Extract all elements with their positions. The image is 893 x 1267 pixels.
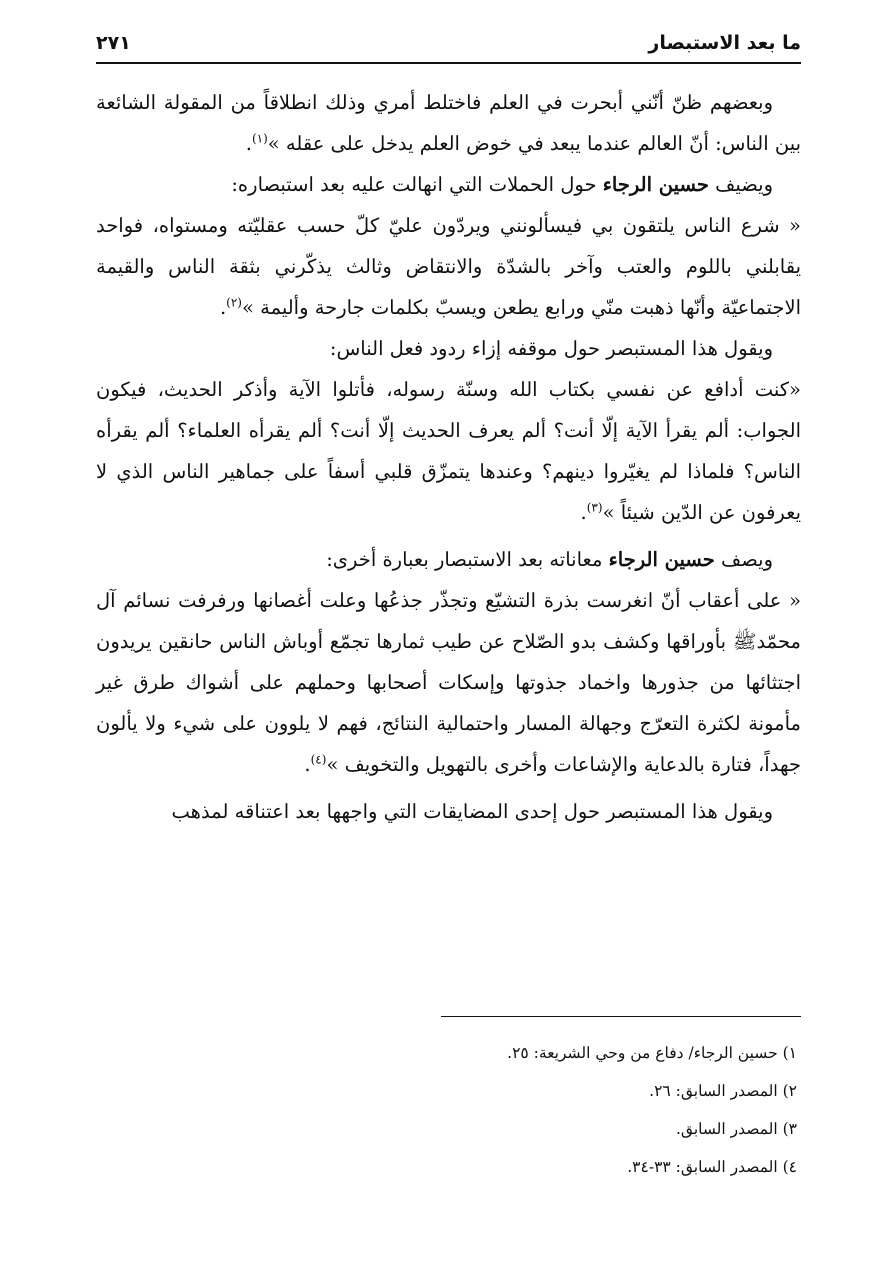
person-name: حسين الرجاء xyxy=(608,548,715,571)
footnote: ٣) المصدر السابق. xyxy=(675,1120,797,1138)
paragraph: ويقول هذا المستبصر حول إحدى المضايقات التي واجهها بعد اعتناقه لمذهب xyxy=(171,800,773,823)
footnote-reference: (٢) xyxy=(226,295,242,310)
footnote-reference: (١) xyxy=(251,131,268,146)
quotation: « شرع الناس يلتقون بي فيسألونني ويردّون عليّ كلّ حسب عقليّته ومستواه، فواحد يقابلني باللوم والعتب وآخر بالشدّة والانتقاض وثالث يذكّرني بثقة الناس والقيمة الاجتماعيّة وأنّها ذهبت منّي ورابع يطعن ويسبّ بكلمات جارحة وأليمة »$^{(٢)}$. xyxy=(96,214,801,319)
paragraph: ويقول هذا المستبصر حول موقفه إزاء ردود فعل الناس: xyxy=(329,337,773,360)
footnote: ٤) المصدر السابق: ٣٣-٣٤. xyxy=(627,1158,797,1176)
footnote-reference: (٤) xyxy=(310,752,327,767)
running-header xyxy=(96,30,801,64)
body-text xyxy=(96,82,801,832)
paragraph: وبعضهم ظنّ أنّني أبحرت في العلم فاختلط أمري وذلك انطلاقاً من المقولة الشائعة بين الناس: أنّ العالم عندما يبعد في خوض العلم يدخل على عقله »$^{(١)}$. xyxy=(96,91,801,155)
footnote-divider xyxy=(441,1016,801,1017)
footnote: ٢) المصدر السابق: ٢٦. xyxy=(649,1082,797,1100)
quotation: « على أعقاب أنّ انغرست بذرة التشيّع وتجذّر جذعُها وعلت أغصانها ورفرفت نسائم آل محمّدﷺ بأوراقها وكشف بدو الصّلاح عن طيب ثمارها تجمّع أوباش الناس حانقين يريدون اجتثائها من جذورها واخماد جذوتها وإسكات أصحابها وحملهم على أشواك طرق غير مأمونة لكثرة التعرّج وجهالة المسار واحتمالية النتائج، فهم لا يلوون على شيء ولا يألون جهداً، فتارة بالدعاية والإشاعات وأخرى بالتهويل والتخويف »$^{(٤)}$. xyxy=(96,589,801,776)
footnote: ١) حسين الرجاء/ دفاع من وحي الشريعة: ٢٥. xyxy=(507,1044,797,1062)
footnotes xyxy=(96,1034,797,1186)
paragraph: ويضيف حسين الرجاء حول الحملات التي انهالت عليه بعد استبصاره: xyxy=(231,173,773,196)
running-title: ما بعد الاستبصار xyxy=(648,32,801,54)
page-number: ٢٧١ xyxy=(96,32,131,54)
footnote-reference: (٣) xyxy=(586,500,603,515)
quotation: «كنت أدافع عن نفسي بكتاب الله وسنّة رسوله، فأتلوا الآية وأذكر الحديث، فيكون الجواب: ألم يقرأ الآية إلّا أنت؟ ألم يعرف الحديث إلّا أنت؟ ألم يقرأه العلماء؟ ألم يقرأه الناس؟ فلماذا لم يغيّروا دينهم؟ وعندها يتمزّق قلبي أسفاً على جماهير الناس الذي لا يعرفون عن الدّين شيئاً »$^{(٣)}$. xyxy=(96,378,801,524)
paragraph: ويصف حسين الرجاء معاناته بعد الاستبصار بعبارة أخرى: xyxy=(326,548,773,571)
person-name: حسين الرجاء xyxy=(602,173,709,196)
